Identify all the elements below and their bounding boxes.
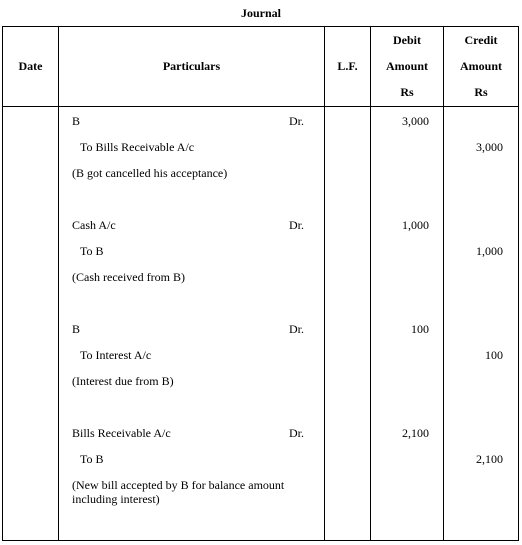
header-credit-line2: Amount <box>459 59 502 73</box>
entry-narration: (B got cancelled his acceptance) <box>72 166 228 180</box>
particulars-column-border <box>324 27 325 540</box>
header-divider <box>3 106 518 107</box>
entry-credit-account: To B <box>80 452 104 466</box>
header-date: Date <box>18 59 43 73</box>
entry-credit-amount: 1,000 <box>476 244 503 258</box>
entry-narration: (New bill accepted by B for balance amount including interest) <box>72 478 285 506</box>
header-debit-line2: Amount <box>385 59 428 73</box>
entry-dr-label: Dr. <box>289 218 304 232</box>
entry-credit-amount: 3,000 <box>476 140 503 154</box>
header-credit-line1: Credit <box>464 33 498 47</box>
entry-credit-amount: 100 <box>485 348 503 362</box>
entry-debit-amount: 3,000 <box>402 114 429 128</box>
journal-title: Journal <box>240 6 281 20</box>
entry-credit-account: To Interest A/c <box>80 348 152 362</box>
entry-debit-account: B <box>72 114 81 128</box>
entry-dr-label: Dr. <box>289 322 304 336</box>
entry-debit-amount: 100 <box>411 322 429 336</box>
entry-credit-amount: 2,100 <box>476 452 503 466</box>
entry-debit-account: Cash A/c <box>72 218 116 232</box>
entry-dr-label: Dr. <box>289 114 304 128</box>
entry-debit-amount: 1,000 <box>402 218 429 232</box>
header-credit-line3: Rs <box>474 85 488 99</box>
entry-credit-account: To B <box>80 244 104 258</box>
entry-debit-amount: 2,100 <box>402 426 429 440</box>
entry-credit-account: To Bills Receivable A/c <box>80 140 195 154</box>
debit-column-border <box>443 27 444 540</box>
journal-table <box>2 26 519 541</box>
header-debit-line3: Rs <box>400 85 414 99</box>
lf-column-border <box>370 27 371 540</box>
entry-dr-label: Dr. <box>289 426 304 440</box>
header-lf: L.F. <box>337 59 358 73</box>
entry-debit-account: Bills Receivable A/c <box>72 426 171 440</box>
date-column-border <box>58 27 59 540</box>
entry-narration: (Interest due from B) <box>72 374 174 388</box>
header-debit-line1: Debit <box>393 33 421 47</box>
header-particulars: Particulars <box>162 59 221 73</box>
entry-narration: (Cash received from B) <box>72 270 185 284</box>
entry-debit-account: B <box>72 322 81 336</box>
